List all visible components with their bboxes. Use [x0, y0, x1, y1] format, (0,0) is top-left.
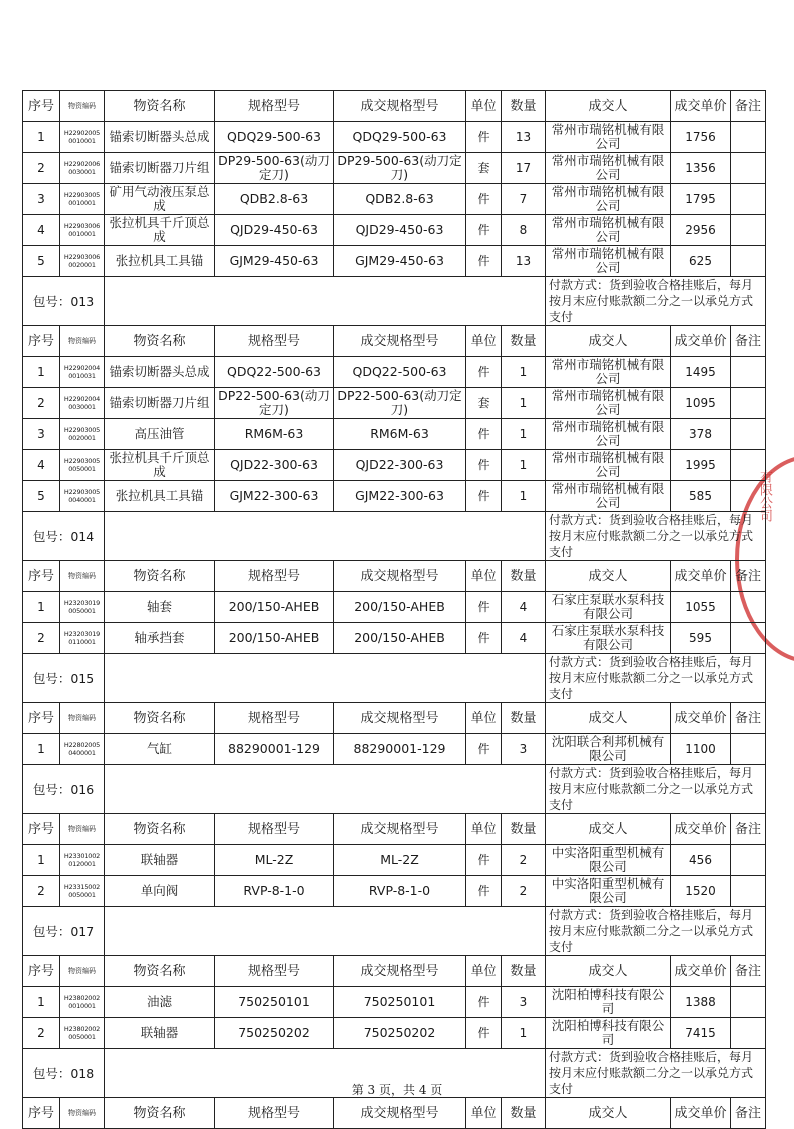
table-cell: 常州市瑞铭机械有限公司 — [546, 246, 671, 277]
table-cell: 1 — [502, 481, 546, 512]
header-row — [23, 703, 766, 734]
table-cell: 件 — [466, 450, 502, 481]
table-cell: ML-2Z — [334, 845, 466, 876]
table-cell: 常州市瑞铭机械有限公司 — [546, 153, 671, 184]
table-row — [23, 1018, 766, 1049]
header-cell: 备注 — [731, 703, 766, 734]
table-cell: 1 — [23, 122, 60, 153]
table-cell: 常州市瑞铭机械有限公司 — [546, 450, 671, 481]
table-cell: 件 — [466, 419, 502, 450]
header-row — [23, 91, 766, 122]
header-cell: 备注 — [731, 814, 766, 845]
table-cell: H22903006 0020001 — [60, 246, 105, 277]
package-row — [23, 512, 766, 561]
table-row — [23, 388, 766, 419]
header-cell: 备注 — [731, 1098, 766, 1129]
table-cell: H22902004 0030001 — [60, 388, 105, 419]
table-cell: 1995 — [671, 450, 731, 481]
header-cell: 序号 — [23, 703, 60, 734]
table-cell: 锚索切断器刀片组 — [105, 388, 215, 419]
package-label: 包号：014 — [23, 512, 105, 561]
table-cell: 7415 — [671, 1018, 731, 1049]
table-cell — [731, 184, 766, 215]
table-cell: 1795 — [671, 184, 731, 215]
table-row — [23, 122, 766, 153]
table-cell: 件 — [466, 1018, 502, 1049]
payment-terms: 付款方式：货到验收合格挂账后，每月按月末应付账款额二分之一以承兑方式支付 — [546, 654, 766, 703]
header-row — [23, 326, 766, 357]
table-cell: 2 — [502, 876, 546, 907]
header-cell: 数量 — [502, 814, 546, 845]
package-empty — [105, 654, 546, 703]
payment-terms: 付款方式：货到验收合格挂账后，每月按月末应付账款额二分之一以承兑方式支付 — [546, 765, 766, 814]
table-cell: 沈阳柏博科技有限公司 — [546, 1018, 671, 1049]
header-cell: 成交人 — [546, 91, 671, 122]
table-cell: 2 — [23, 388, 60, 419]
table-cell: 件 — [466, 845, 502, 876]
table-cell: 2 — [23, 623, 60, 654]
table-cell: QJD29-450-63 — [334, 215, 466, 246]
header-cell: 成交单价 — [671, 91, 731, 122]
header-cell: 单位 — [466, 1098, 502, 1129]
header-cell: 序号 — [23, 561, 60, 592]
table-cell: 常州市瑞铭机械有限公司 — [546, 357, 671, 388]
table-row — [23, 153, 766, 184]
table-cell: 单向阀 — [105, 876, 215, 907]
package-row — [23, 277, 766, 326]
header-row — [23, 814, 766, 845]
table-cell: 件 — [466, 734, 502, 765]
table-cell — [731, 153, 766, 184]
table-cell: 件 — [466, 481, 502, 512]
table-cell — [731, 876, 766, 907]
table-cell: 高压油管 — [105, 419, 215, 450]
table-cell: 石家庄泵联水泵科技有限公司 — [546, 623, 671, 654]
table-cell: 200/150-AHEB — [215, 592, 334, 623]
table-cell: 件 — [466, 184, 502, 215]
header-cell: 备注 — [731, 956, 766, 987]
table-cell: 3 — [23, 419, 60, 450]
table-cell: 378 — [671, 419, 731, 450]
header-cell: 物资名称 — [105, 1098, 215, 1129]
table-cell: DP29-500-63(动刀定刀) — [215, 153, 334, 184]
table-cell: GJM29-450-63 — [215, 246, 334, 277]
header-cell: 规格型号 — [215, 814, 334, 845]
table-cell: 2 — [23, 153, 60, 184]
table-cell: QDQ29-500-63 — [334, 122, 466, 153]
table-cell: H23301002 0120001 — [60, 845, 105, 876]
header-cell: 规格型号 — [215, 91, 334, 122]
table-cell — [731, 215, 766, 246]
table-cell: 5 — [23, 246, 60, 277]
company-seal-text: 有限公司 — [757, 470, 772, 522]
header-cell: 物资编码 — [60, 91, 105, 122]
package-empty — [105, 765, 546, 814]
table-cell: QDQ22-500-63 — [334, 357, 466, 388]
header-cell: 成交规格型号 — [334, 326, 466, 357]
header-cell: 物资编码 — [60, 956, 105, 987]
header-cell: 物资名称 — [105, 561, 215, 592]
package-label: 包号：015 — [23, 654, 105, 703]
header-cell: 成交人 — [546, 561, 671, 592]
table-cell: 油滤 — [105, 987, 215, 1018]
table-cell: 3 — [502, 987, 546, 1018]
table-cell: 1520 — [671, 876, 731, 907]
table-cell: H23802002 0050001 — [60, 1018, 105, 1049]
table-cell: 1356 — [671, 153, 731, 184]
header-cell: 序号 — [23, 326, 60, 357]
table-row — [23, 592, 766, 623]
table-row — [23, 481, 766, 512]
table-row — [23, 357, 766, 388]
table-cell: 1 — [23, 357, 60, 388]
header-cell: 备注 — [731, 326, 766, 357]
table-cell: 锚索切断器头总成 — [105, 357, 215, 388]
header-cell: 单位 — [466, 326, 502, 357]
table-cell: 7 — [502, 184, 546, 215]
table-cell — [731, 122, 766, 153]
table-cell: 石家庄泵联水泵科技有限公司 — [546, 592, 671, 623]
header-cell: 成交人 — [546, 326, 671, 357]
header-cell: 单位 — [466, 561, 502, 592]
table-cell: 585 — [671, 481, 731, 512]
table-cell: H23315002 0050001 — [60, 876, 105, 907]
header-cell: 数量 — [502, 326, 546, 357]
header-cell: 单位 — [466, 703, 502, 734]
header-cell: 序号 — [23, 1098, 60, 1129]
table-cell: H22903006 0010001 — [60, 215, 105, 246]
table-cell — [731, 623, 766, 654]
table-cell: GJM22-300-63 — [334, 481, 466, 512]
header-cell: 物资编码 — [60, 703, 105, 734]
header-row — [23, 956, 766, 987]
table-cell: 常州市瑞铭机械有限公司 — [546, 184, 671, 215]
table-cell: 张拉机具千斤顶总成 — [105, 450, 215, 481]
payment-terms: 付款方式：货到验收合格挂账后，每月按月末应付账款额二分之一以承兑方式支付 — [546, 512, 766, 561]
table-cell: 沈阳柏博科技有限公司 — [546, 987, 671, 1018]
table-cell: 1 — [502, 388, 546, 419]
table-cell: 件 — [466, 876, 502, 907]
table-cell: 1756 — [671, 122, 731, 153]
table-row — [23, 876, 766, 907]
table-cell: 套 — [466, 153, 502, 184]
table-cell — [731, 734, 766, 765]
header-cell: 成交人 — [546, 703, 671, 734]
table-cell: GJM29-450-63 — [334, 246, 466, 277]
table-cell: 件 — [466, 357, 502, 388]
table-cell: 常州市瑞铭机械有限公司 — [546, 481, 671, 512]
table-cell: 锚索切断器头总成 — [105, 122, 215, 153]
table-cell: 1495 — [671, 357, 731, 388]
package-empty — [105, 277, 546, 326]
table-cell: QJD22-300-63 — [334, 450, 466, 481]
table-cell: QDB2.8-63 — [215, 184, 334, 215]
table-cell: 件 — [466, 623, 502, 654]
header-cell: 成交规格型号 — [334, 561, 466, 592]
table-cell: 联轴器 — [105, 1018, 215, 1049]
package-label: 包号：018 — [23, 1049, 105, 1098]
header-cell: 物资名称 — [105, 326, 215, 357]
table-row — [23, 184, 766, 215]
table-row — [23, 623, 766, 654]
table-cell: 200/150-AHEB — [334, 592, 466, 623]
table-cell: 4 — [502, 623, 546, 654]
header-cell: 成交单价 — [671, 703, 731, 734]
payment-terms: 付款方式：货到验收合格挂账后，每月按月末应付账款额二分之一以承兑方式支付 — [546, 1049, 766, 1098]
table-cell: 1 — [502, 357, 546, 388]
table-cell: 轴承挡套 — [105, 623, 215, 654]
header-cell: 成交规格型号 — [334, 956, 466, 987]
table-cell: 17 — [502, 153, 546, 184]
table-cell: QJD29-450-63 — [215, 215, 334, 246]
table-cell: DP29-500-63(动刀定刀) — [334, 153, 466, 184]
table-cell: 件 — [466, 592, 502, 623]
header-cell: 成交单价 — [671, 1098, 731, 1129]
page-footer: 第 3 页，共 4 页 — [351, 1083, 443, 1097]
package-row — [23, 654, 766, 703]
header-cell: 备注 — [731, 561, 766, 592]
table-cell: H22902005 0010001 — [60, 122, 105, 153]
table-cell: 1 — [23, 734, 60, 765]
table-cell: 750250202 — [215, 1018, 334, 1049]
table-cell: QDQ29-500-63 — [215, 122, 334, 153]
header-cell: 数量 — [502, 561, 546, 592]
table-cell: 矿用气动液压泵总成 — [105, 184, 215, 215]
table-cell: 200/150-AHEB — [334, 623, 466, 654]
header-row — [23, 1098, 766, 1129]
table-cell: QDQ22-500-63 — [215, 357, 334, 388]
table-cell: 750250101 — [215, 987, 334, 1018]
table-cell: ML-2Z — [215, 845, 334, 876]
table-row — [23, 987, 766, 1018]
table-cell: 件 — [466, 246, 502, 277]
header-cell: 数量 — [502, 91, 546, 122]
table-cell: 1388 — [671, 987, 731, 1018]
table-cell: 常州市瑞铭机械有限公司 — [546, 419, 671, 450]
table-cell: 13 — [502, 122, 546, 153]
table-cell — [731, 987, 766, 1018]
table-cell: DP22-500-63(动刀定刀) — [215, 388, 334, 419]
table-cell: 气缸 — [105, 734, 215, 765]
header-cell: 成交规格型号 — [334, 814, 466, 845]
table-cell: 1 — [502, 1018, 546, 1049]
table-cell — [731, 1018, 766, 1049]
table-cell: 2 — [502, 845, 546, 876]
table-cell: 1055 — [671, 592, 731, 623]
table-row — [23, 419, 766, 450]
table-cell: 1095 — [671, 388, 731, 419]
table-cell: 1100 — [671, 734, 731, 765]
header-cell: 序号 — [23, 91, 60, 122]
header-cell: 规格型号 — [215, 561, 334, 592]
package-label: 包号：013 — [23, 277, 105, 326]
procurement-result-table — [22, 90, 766, 1129]
header-cell: 成交人 — [546, 814, 671, 845]
table-cell: DP22-500-63(动刀定刀) — [334, 388, 466, 419]
table-cell: QDB2.8-63 — [334, 184, 466, 215]
table-cell: 件 — [466, 215, 502, 246]
table-cell: 锚索切断器刀片组 — [105, 153, 215, 184]
header-cell: 成交单价 — [671, 814, 731, 845]
table-cell: H22903005 0010001 — [60, 184, 105, 215]
header-cell: 数量 — [502, 703, 546, 734]
table-cell: 456 — [671, 845, 731, 876]
header-cell: 物资名称 — [105, 814, 215, 845]
header-cell: 序号 — [23, 814, 60, 845]
table-cell: 4 — [23, 450, 60, 481]
payment-terms: 付款方式：货到验收合格挂账后，每月按月末应付账款额二分之一以承兑方式支付 — [546, 907, 766, 956]
table-cell: 张拉机具工具锚 — [105, 246, 215, 277]
table-cell: 中实洛阳重型机械有限公司 — [546, 845, 671, 876]
table-cell: 1 — [502, 450, 546, 481]
table-cell — [731, 592, 766, 623]
table-cell: 2 — [23, 1018, 60, 1049]
header-cell: 备注 — [731, 91, 766, 122]
header-cell: 物资编码 — [60, 814, 105, 845]
header-cell: 序号 — [23, 956, 60, 987]
table-cell: H23802002 0010001 — [60, 987, 105, 1018]
header-cell: 规格型号 — [215, 1098, 334, 1129]
table-cell: 5 — [23, 481, 60, 512]
table-cell: 沈阳联合利邦机械有限公司 — [546, 734, 671, 765]
header-cell: 成交人 — [546, 956, 671, 987]
table-cell: 4 — [502, 592, 546, 623]
header-cell: 单位 — [466, 91, 502, 122]
table-cell: 1 — [23, 592, 60, 623]
table-cell: 中实洛阳重型机械有限公司 — [546, 876, 671, 907]
table-cell: 1 — [502, 419, 546, 450]
table-cell: H22802005 0400001 — [60, 734, 105, 765]
header-cell: 规格型号 — [215, 703, 334, 734]
table-cell: 750250101 — [334, 987, 466, 1018]
header-cell: 单位 — [466, 956, 502, 987]
package-empty — [105, 512, 546, 561]
header-cell: 成交单价 — [671, 561, 731, 592]
header-cell: 规格型号 — [215, 326, 334, 357]
header-cell: 成交单价 — [671, 956, 731, 987]
table-cell: 2 — [23, 876, 60, 907]
table-cell: 常州市瑞铭机械有限公司 — [546, 388, 671, 419]
header-row — [23, 561, 766, 592]
table-cell: RM6M-63 — [215, 419, 334, 450]
table-cell: RM6M-63 — [334, 419, 466, 450]
header-cell: 单位 — [466, 814, 502, 845]
table-cell: 张拉机具工具锚 — [105, 481, 215, 512]
header-cell: 数量 — [502, 956, 546, 987]
table-cell: 张拉机具千斤顶总成 — [105, 215, 215, 246]
table-cell: 3 — [23, 184, 60, 215]
table-cell: 套 — [466, 388, 502, 419]
payment-terms: 付款方式：货到验收合格挂账后，每月按月末应付账款额二分之一以承兑方式支付 — [546, 277, 766, 326]
header-cell: 成交单价 — [671, 326, 731, 357]
header-cell: 规格型号 — [215, 956, 334, 987]
table-cell — [731, 450, 766, 481]
table-cell — [731, 845, 766, 876]
table-cell: H22903005 0020001 — [60, 419, 105, 450]
table-cell: 750250202 — [334, 1018, 466, 1049]
table-cell: 常州市瑞铭机械有限公司 — [546, 122, 671, 153]
table-row — [23, 450, 766, 481]
package-label: 包号：016 — [23, 765, 105, 814]
header-cell: 物资名称 — [105, 703, 215, 734]
table-cell: 件 — [466, 122, 502, 153]
table-row — [23, 734, 766, 765]
table-cell: 3 — [502, 734, 546, 765]
table-cell: RVP-8-1-0 — [334, 876, 466, 907]
table-cell: RVP-8-1-0 — [215, 876, 334, 907]
table-cell: 4 — [23, 215, 60, 246]
table-cell: GJM22-300-63 — [215, 481, 334, 512]
header-cell: 成交人 — [546, 1098, 671, 1129]
table-cell: H22902004 0010031 — [60, 357, 105, 388]
table-cell: 595 — [671, 623, 731, 654]
table-cell: 88290001-129 — [334, 734, 466, 765]
table-cell: 200/150-AHEB — [215, 623, 334, 654]
table-cell: 625 — [671, 246, 731, 277]
header-cell: 成交规格型号 — [334, 91, 466, 122]
table-cell: 1 — [23, 987, 60, 1018]
table-cell — [731, 357, 766, 388]
table-row — [23, 215, 766, 246]
header-cell: 物资编码 — [60, 1098, 105, 1129]
package-row — [23, 765, 766, 814]
table-cell — [731, 481, 766, 512]
table-cell: 13 — [502, 246, 546, 277]
package-row — [23, 907, 766, 956]
table-cell — [731, 246, 766, 277]
table-cell: QJD22-300-63 — [215, 450, 334, 481]
table-cell: 88290001-129 — [215, 734, 334, 765]
table-cell: 件 — [466, 987, 502, 1018]
header-cell: 成交规格型号 — [334, 1098, 466, 1129]
package-empty — [105, 907, 546, 956]
table-cell: 8 — [502, 215, 546, 246]
table-cell: 联轴器 — [105, 845, 215, 876]
table-cell: H22902006 0030001 — [60, 153, 105, 184]
table-cell: H22903005 0050001 — [60, 450, 105, 481]
table-cell: 1 — [23, 845, 60, 876]
table-cell — [731, 419, 766, 450]
table-cell: H23203019 0110001 — [60, 623, 105, 654]
package-label: 包号：017 — [23, 907, 105, 956]
table-row — [23, 845, 766, 876]
header-cell: 物资编码 — [60, 326, 105, 357]
table-cell: H23203019 0050001 — [60, 592, 105, 623]
header-cell: 成交规格型号 — [334, 703, 466, 734]
table-cell: 轴套 — [105, 592, 215, 623]
header-cell: 物资编码 — [60, 561, 105, 592]
table-cell — [731, 388, 766, 419]
header-cell: 物资名称 — [105, 956, 215, 987]
table-cell: 2956 — [671, 215, 731, 246]
header-cell: 物资名称 — [105, 91, 215, 122]
table-row — [23, 246, 766, 277]
table-cell: 常州市瑞铭机械有限公司 — [546, 215, 671, 246]
table-cell: H22903005 0040001 — [60, 481, 105, 512]
header-cell: 数量 — [502, 1098, 546, 1129]
